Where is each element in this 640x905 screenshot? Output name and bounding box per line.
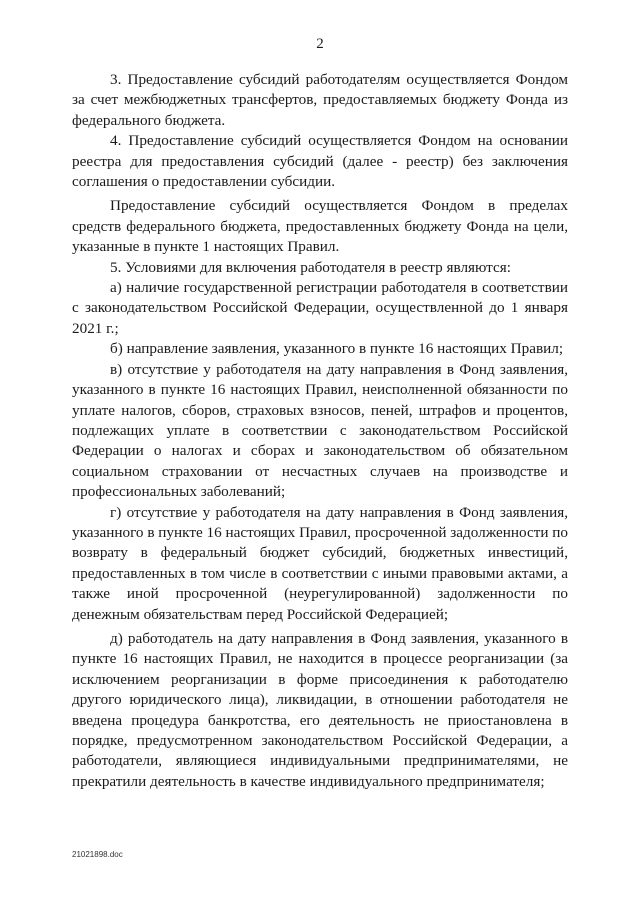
document-body <box>72 70 568 792</box>
paragraph-4-continued: Предоставление субсидий осуществляется Фондом в пределах средств федерального бюджета, предоставленных бюджету Фонда на цели, указанные в пункте 1 настоящих Правил. <box>72 197 568 256</box>
condition-b: б) направление заявления, указанного в пункте 16 настоящих Правил; <box>110 340 564 358</box>
condition-a: а) наличие государственной регистрации работодателя в соответствии с законодательством Российской Федерации, осуществленной до 1 января 2021 г.; <box>72 279 568 337</box>
page-number: 2 <box>316 36 324 52</box>
paragraph-4: 4. Предоставление субсидий осуществляется Фондом на основании реестра для предоставления субсидий (далее - реестр) без заключения соглашения о предоставлении субсидии. <box>72 132 568 191</box>
condition-g: г) отсутствие у работодателя на дату направления в Фонд заявления, указанного в пункте 16 настоящих Правил, просроченной задолженности по возврату в федеральный бюджет субсидий, бюджетных инвестиций, предоставленных в том числе в соответствии с иными правовыми актами, а также иной просроченной (неурегулированной) задолженности по денежным обязательствам перед Российской Федерацией; <box>72 503 568 623</box>
paragraph-3: 3. Предоставление субсидий работодателям осуществляется Фондом за счет межбюджетных трансфертов, предоставляемых бюджету Фонда из федерального бюджета. <box>72 71 568 129</box>
file-name-footer: 21021898.doc <box>72 850 123 859</box>
condition-d: д) работодатель на дату направления в Фонд заявления, указанного в пункте 16 настоящих Правил, не находится в процессе реорганизации (за исключением реорганизации в форме присоединения к работодателю другого юридического лица), ликвидации, в отношении работодателя не введена процедура банкротства, его деятельность не приостановлена в порядке, предусмотренном законодательством Российской Федерации, а работодатели, являющиеся индивидуальными предпринимателями, не прекратили деятельность в качестве индивидуального предпринимателя; <box>72 629 568 790</box>
paragraph-5: 5. Условиями для включения работодателя в реестр являются: <box>110 258 511 276</box>
condition-v: в) отсутствие у работодателя на дату направления в Фонд заявления, указанного в пункте 16 настоящих Правил, неисполненной обязанности по уплате налогов, сборов, страховых взносов, пеней, штрафов и процентов, подлежащих уплате в соответствии с законодательством Российской Федерации о налогах и сборах и законодательством об обязательном социальном страховании от несчастных случаев на производстве и профессиональных заболеваний; <box>72 360 568 501</box>
